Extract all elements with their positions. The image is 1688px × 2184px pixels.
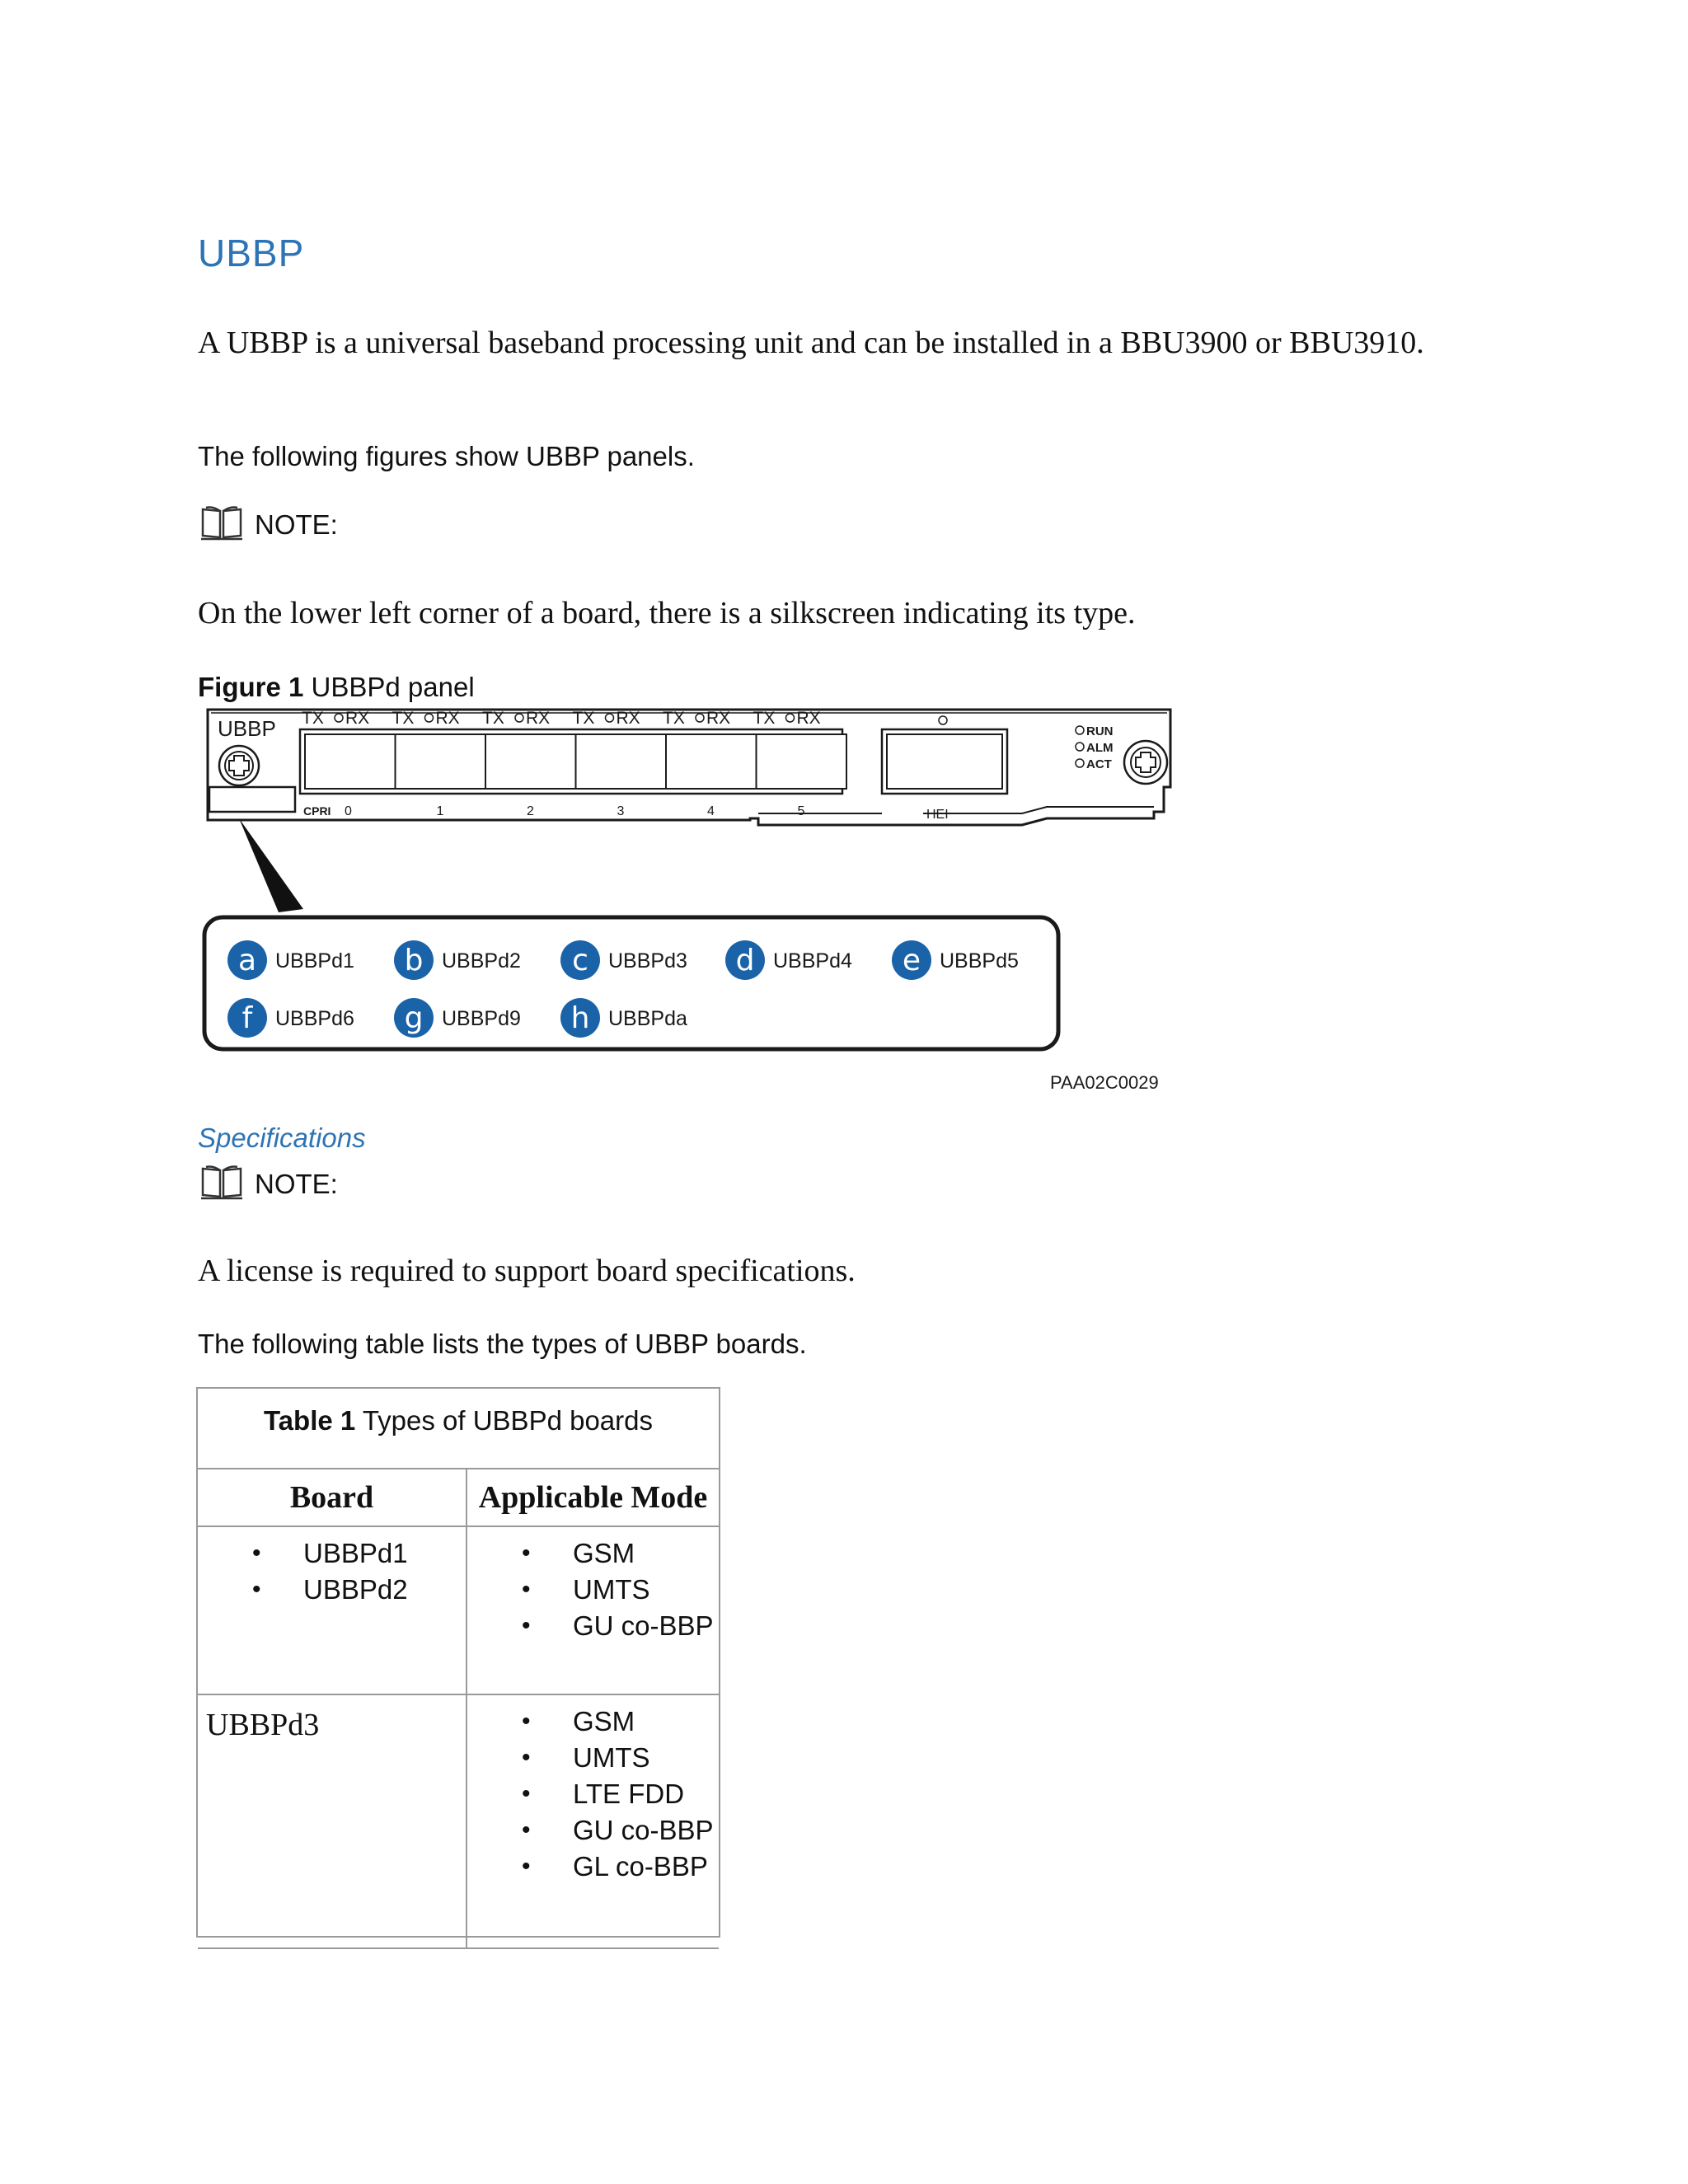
board-types-table — [196, 1387, 720, 1938]
variant-name: UBBPd3 — [608, 949, 687, 972]
tx-label: TX — [302, 709, 324, 728]
variant-letter: d — [735, 944, 755, 977]
figure-title: UBBPd panel — [311, 672, 475, 702]
cpri-ports — [305, 734, 846, 789]
variant-letter: b — [404, 944, 424, 977]
figure-number: Figure 1 — [198, 672, 304, 702]
mode-item: • UMTS — [467, 1572, 719, 1608]
note-block-2 — [200, 1164, 338, 1200]
variant-name: UBBPda — [608, 1007, 687, 1030]
cpri-port — [485, 734, 576, 789]
led-label: ALM — [1086, 741, 1114, 755]
mode-cell — [467, 1526, 719, 1694]
mode-item: • GU co-BBP — [467, 1608, 719, 1644]
table-caption — [198, 1405, 719, 1436]
led-indicator — [1076, 743, 1084, 751]
variant-name: UBBPd5 — [940, 949, 1019, 972]
rx-label: RX — [345, 709, 370, 728]
port-led — [696, 714, 704, 722]
port-number: 5 — [797, 804, 805, 818]
mode-item: • UMTS — [467, 1740, 719, 1776]
cpri-port — [757, 734, 847, 789]
mode-item: • LTE FDD — [467, 1776, 719, 1812]
header-board: Board — [198, 1469, 467, 1526]
variant-name: UBBPd6 — [275, 1007, 354, 1030]
table-row — [198, 1526, 719, 1694]
port-number: 3 — [617, 804, 625, 818]
led-indicator — [1076, 726, 1084, 734]
variant-letter: h — [570, 1001, 590, 1035]
port-led — [335, 714, 343, 722]
mode-item: • GSM — [467, 1704, 719, 1740]
led-indicator — [1076, 759, 1084, 767]
figure-code: PAA02C0029 — [1050, 1072, 1159, 1093]
port-led — [515, 714, 523, 722]
rx-label: RX — [526, 709, 551, 728]
types-table — [198, 1468, 719, 1949]
note-block — [200, 504, 338, 541]
port-number: 2 — [527, 804, 534, 818]
port-number: 4 — [707, 804, 715, 818]
port-number: 1 — [436, 804, 444, 818]
intro-paragraph: A UBBP is a universal baseband processing unit and can be installed in a BBU3900 or BBU3910. — [198, 326, 1424, 360]
port-led — [425, 714, 434, 722]
led-label: RUN — [1086, 724, 1114, 738]
board-label: UBBP — [218, 716, 276, 741]
rx-label: RX — [435, 709, 460, 728]
rx-label: RX — [616, 709, 640, 728]
left-screw — [219, 746, 259, 785]
variant-name: UBBPd4 — [773, 949, 852, 972]
mode-item: • GSM — [467, 1535, 719, 1572]
status-leds — [1076, 724, 1114, 771]
variant-letter: e — [902, 944, 921, 977]
rx-label: RX — [706, 709, 731, 728]
book-icon — [200, 1164, 243, 1200]
tx-label: TX — [572, 709, 595, 728]
cpri-port — [576, 734, 667, 789]
port-led — [786, 714, 795, 722]
port-led — [606, 714, 614, 722]
cpri-port — [305, 734, 396, 789]
mode-item: • GL co-BBP — [467, 1849, 719, 1885]
figure-caption — [198, 672, 475, 703]
port-number: 0 — [345, 804, 352, 818]
variant-letter: g — [404, 1001, 424, 1035]
figures-intro-text: The following figures show UBBP panels. — [198, 441, 695, 471]
tx-label: TX — [482, 709, 504, 728]
tx-label: TX — [663, 709, 685, 728]
rx-label: RX — [796, 709, 821, 728]
board-item: • UBBPd2 — [198, 1572, 466, 1608]
hei-label: HEI — [926, 808, 949, 822]
cpri-port — [396, 734, 486, 789]
license-note-text: A license is required to support board specifications. — [198, 1254, 856, 1288]
led-label: ACT — [1086, 757, 1112, 771]
specifications-heading: Specifications — [198, 1122, 366, 1153]
book-icon — [200, 504, 243, 541]
table-intro-text: The following table lists the types of UBBP boards. — [198, 1329, 807, 1359]
note-label: NOTE: — [255, 1169, 338, 1199]
mode-cell — [467, 1694, 719, 1948]
variant-letter: a — [237, 944, 257, 977]
mode-item: • GU co-BBP — [467, 1812, 719, 1849]
table-row — [198, 1694, 719, 1948]
silkscreen-box — [209, 787, 295, 812]
note-label: NOTE: — [255, 509, 338, 540]
header-mode: Applicable Mode — [467, 1469, 719, 1526]
variant-letter: c — [572, 944, 588, 977]
cpri-port — [666, 734, 757, 789]
note-text: On the lower left corner of a board, there is a silkscreen indicating its type. — [198, 596, 1136, 630]
tx-label: TX — [753, 709, 776, 728]
board-cell — [198, 1526, 467, 1694]
variant-name: UBBPd9 — [442, 1007, 521, 1030]
variant-name: UBBPd1 — [275, 949, 354, 972]
board-item: • UBBPd1 — [198, 1535, 466, 1572]
board-panel-figure — [198, 705, 1195, 1100]
section-heading: UBBP — [198, 232, 305, 274]
cpri-label: CPRI — [303, 804, 331, 818]
board-cell: UBBPd3 — [198, 1694, 467, 1948]
right-screw — [1124, 741, 1167, 784]
tx-label: TX — [392, 709, 415, 728]
variant-letter: f — [241, 1001, 253, 1035]
table-number: Table 1 — [263, 1405, 356, 1436]
table-title: Types of UBBPd boards — [362, 1405, 654, 1436]
variant-name: UBBPd2 — [442, 949, 521, 972]
silkscreen-pointer — [239, 818, 303, 912]
